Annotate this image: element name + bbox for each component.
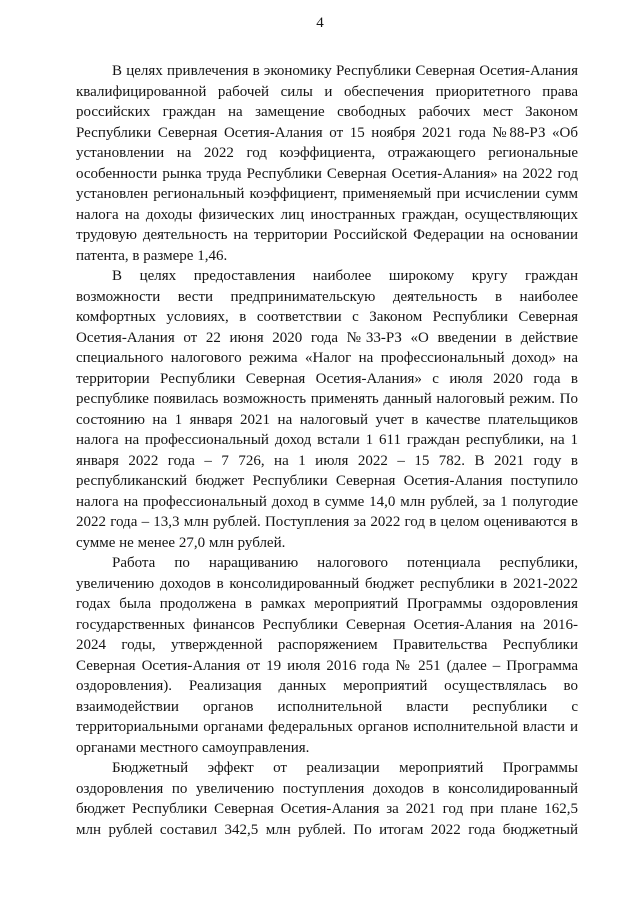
text-line: сумме не менее 27,0 млн рублей. — [76, 534, 286, 551]
text-line: бюджет Республики Северная Осетия-Алания за 2021 год при плане 162,5 — [76, 801, 578, 817]
text-line: патента, в размере 1,46. — [76, 247, 228, 264]
paragraph — [76, 758, 578, 840]
text-line: Республики Северная Осетия-Алания от 15 ноября 2021 года №88-РЗ «Об — [76, 124, 578, 141]
text-line: млн рублей составил 342,5 млн рублей. По итогам 2022 года бюджетный — [76, 821, 578, 838]
text-line: Бюджетный эффект от реализации мероприятий Программы — [112, 760, 578, 776]
text-line: оздоровления). Реализация данных мероприятий осуществлялась во — [76, 678, 578, 694]
text-line: налога на профессиональный доход в сумме 14,0 млн рублей, за 1 полугодие — [76, 493, 578, 510]
paragraph — [76, 61, 578, 266]
text-line: Осетия-Алания от 22 июня 2020 года №33-РЗ «О введении в действие — [76, 329, 578, 346]
text-line: налога на профессиональный доход встали 1 611 граждан республики, на 1 — [76, 432, 578, 448]
text-line: республике появилась возможность применять данный налоговый режим. По — [76, 391, 578, 407]
text-line: установлен региональный коэффициент, применяемый при исчислении сумм — [76, 186, 578, 202]
text-line: Работа по наращиванию налогового потенциала республики, — [112, 555, 578, 571]
text-line: трудовую деятельность на территории Российской Федерации на основании — [76, 227, 578, 243]
text-line: января 2022 года – 7 726, на 1 июля 2022 – 15 782. В 2021 году в — [76, 452, 578, 469]
paragraph — [76, 553, 578, 758]
text-line: специального налогового режима «Налог на профессиональный доход» на — [76, 350, 578, 366]
text-line: российских граждан на замещение свободных рабочих мест Законом — [76, 104, 578, 120]
document-body — [76, 61, 578, 840]
text-line: оздоровления по увеличению поступления доходов в консолидированный — [76, 780, 578, 797]
text-line: 2022 года – 13,3 млн рублей. Поступления за 2022 год в целом оцениваются в — [76, 514, 578, 530]
text-line: налога на доходы физических лиц иностранных граждан, осуществляющих — [76, 206, 578, 223]
text-line: 2024 годы, утвержденной распоряжением Правительства Республики — [76, 637, 578, 653]
text-line: состоянию на 1 января 2021 на налоговый учет в качестве плательщиков — [76, 411, 578, 428]
text-line: Северная Осетия-Алания от 19 июля 2016 года № 251 (далее – Программа — [76, 657, 578, 674]
text-line: В целях предоставления наиболее широкому кругу граждан — [112, 268, 578, 284]
page-number: 4 — [316, 15, 324, 31]
text-line: установлении на 2022 год коэффициента, отражающего региональные — [76, 145, 578, 161]
text-line: территории Республики Северная Осетия-Алания» с июля 2020 года в — [76, 370, 578, 387]
text-line: комфортных условиях, в соответствии с Законом Республики Северная — [76, 309, 578, 325]
text-line: органами местного самоуправления. — [76, 739, 310, 756]
text-line: взаимодействии органов исполнительной власти республики с — [76, 698, 578, 715]
paragraph — [76, 266, 578, 553]
text-line: увеличению доходов в консолидированный бюджет республики в 2021-2022 — [76, 575, 578, 592]
text-line: возможности вести предпринимательскую деятельность в наиболее — [76, 288, 578, 305]
text-line: республиканский бюджет Республики Северная Осетия-Алания поступило — [76, 473, 578, 489]
text-line: годах была продолжена в рамках мероприятий Программы оздоровления — [76, 596, 578, 612]
text-line: особенности рынка труда Республики Северная Осетия-Алания» на 2022 год — [76, 165, 578, 182]
text-line: В целях привлечения в экономику Республики Северная Осетия-Алания — [112, 63, 578, 79]
text-line: территориальными органами федеральных органов исполнительной власти и — [76, 719, 578, 735]
text-line: квалифицированной рабочей силы и обеспечения приоритетного права — [76, 83, 578, 100]
text-line: государственных финансов Республики Северная Осетия-Алания на 2016- — [76, 616, 578, 633]
